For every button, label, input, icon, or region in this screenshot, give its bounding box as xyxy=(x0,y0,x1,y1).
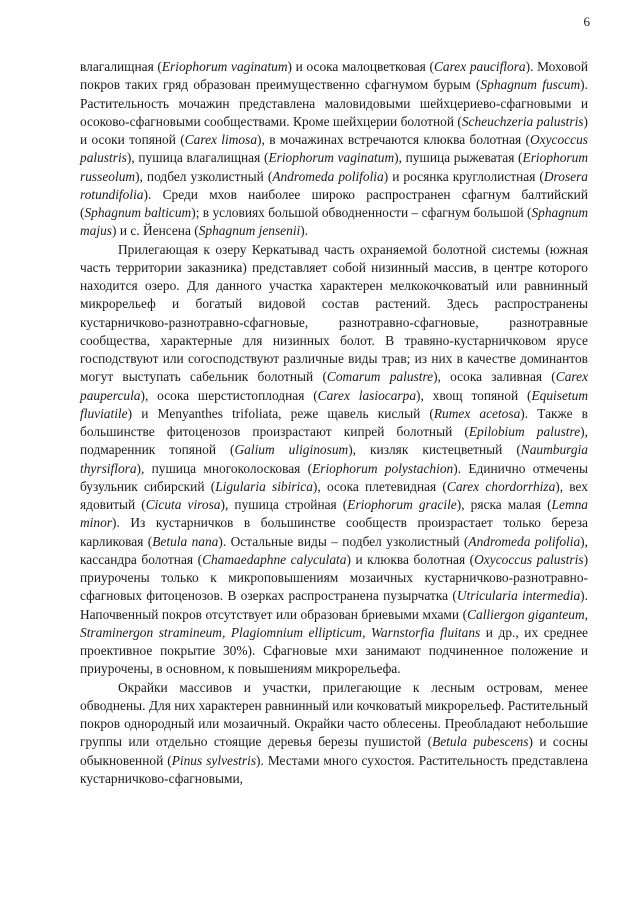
page-number: 6 xyxy=(583,14,590,29)
body-text xyxy=(80,58,588,788)
paragraph-1: влагалищная (Eriophorum vaginatum) и осока малоцветковая (Carex pauciflora). Моховой покров таких гряд образован преимущественно сфагнумом бурым (Sphagnum fuscum). Растительность мочажин представлена маловидовыми шейхцериево-сфагновыми и осоково-сфагновыми сообществами. Кроме шейхцерии болотной (Scheuchzeria palustris) и осоки топяной (Carex limosa), в мочажинах встречаются клюква болотная (Oxycoccus palustris), пушица влагалищная (Eriophorum vaginatum), пушица рыжеватая (Eriophorum russeolum), подбел узколистный (Andromeda polifolia) и росянка круглолистная (Drosera rotundifolia). Среди мхов наиболее широко распространен сфагнум балтийский (Sphagnum balticum); в условиях большой обводненности – сфагнум большой (Sphagnum majus) и с. Йенсена (Sphagnum jensenii). xyxy=(80,59,588,239)
paragraph-3: Окрайки массивов и участки, прилегающие к лесным островам, менее обводнены. Для них характерен равнинный или кочковатый микрорельеф. Растительный покров однородный или мозаичный. Окрайки часто облесены. Преобладают небольшие группы или отдельно стоящие деревья березы пушистой (Betula pubescens) и сосны обыкновенной (Pinus sylvestris). Местами много сухостоя. Растительность представлена кустарничково-сфагновыми, xyxy=(80,679,589,786)
paragraph-2: Прилегающая к озеру Керкатывад часть охраняемой болотной системы (южная часть территории заказника) представляет собой низинный массив, в центре которого находится озеро. Для данного участка характерен мелкокочковатый или равнинный микрорельеф и богатый видовой состав растений. Здесь распространены кустарничково-разнотравно-сфагновые, разнотравно-сфагновые, разнотравные сообщества, характерные для низинных болот. В травяно-кустарничковом ярусе господствуют или согосподствуют различные виды трав; из них в качестве доминантов могут выступать сабельник болотный (Comarum palustre), осока заливная (Carex paupercula), осока шерстистоплодная (Carex lasiocarpa), хвощ топяной (Equisetum fluviatile) и Menyanthes trifoliata, реже щавель кислый (Rumex acetosa). Также в большинстве фитоценозов произрастают кипрей болотный (Epilobium palustre), подмаренник топяной (Galium uliginosum), кизляк кистецветный (Naumburgia thyrsiflora), пушица многоколосковая (Eriophorum polystachion). Единично отмечены бузульник сибирский (Ligularia sibirica), осока плетевидная (Carex chordorrhiza), вех ядовитый (Cicuta virosa), пушица стройная (Eriophorum gracile), ряска малая (Lemna minor). Из кустарничков в большинстве сообществ произрастает только береза карликовая (Betula nana). Остальные виды – подбел узколистный (Andromeda polifolia), кассандра болотная (Chamaedaphne calyculata) и клюква болотная (Oxycoccus palustris) приурочены только к микроповышениям мозаичных кустарничково-разнотравно-сфагновых фитоценозов. В озерках распространена пузырчатка (Utricularia intermedia). Напочвенный покров отсутствует или образован бриевыми мхами (Calliergon giganteum, Straminergon stramineum, Plagiomnium ellipticum, Warnstorfia fluitans и др., их среднее проективное покрытие 30%). Сфагновые мхи занимают подчиненное положение и приурочены, в основном, к повышениям микрорельефа. xyxy=(80,241,589,677)
